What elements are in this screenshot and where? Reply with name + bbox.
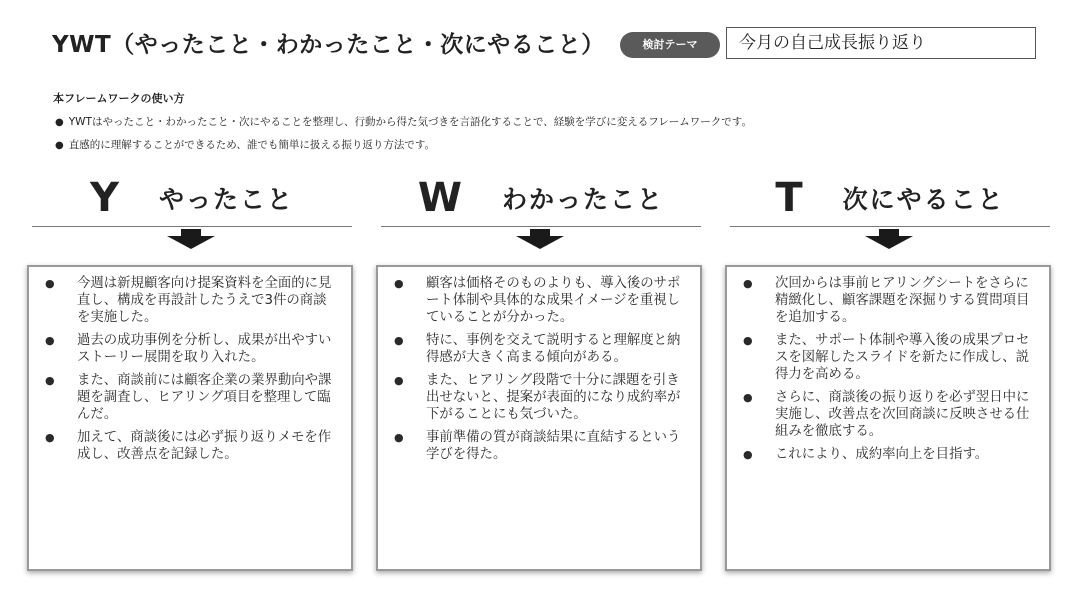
list-item: ● 特に、事例を交えて説明すると理解度と納得感が大きく高まる傾向がある。 (394, 332, 682, 366)
column-header-t (730, 172, 1050, 224)
arrow-down-icon (167, 229, 215, 249)
list-item: ● また、商談前には顧客企業の業界動向や課題を調査し、ヒアリング項目を整理して臨んだ。 (45, 372, 333, 423)
bullet-icon: ● (55, 117, 64, 128)
list-item: ● さらに、商談後の振り返りを必ず翌日中に実施し、改善点を次回商談に反映させる仕組みを徹底する。 (743, 389, 1031, 440)
arrow-down-icon (516, 229, 564, 249)
list-item: ● また、サポート体制や導入後の成果プロセスを図解したスライドを新たに作成し、説得力を高める。 (743, 332, 1031, 383)
column-box-t (725, 265, 1051, 571)
theme-label-badge: 検討テーマ (620, 32, 720, 58)
column-header-w (381, 172, 701, 224)
howto-item (55, 115, 752, 130)
column-divider (32, 226, 352, 227)
column-box-y (27, 265, 353, 571)
list-item: ● 今週は新規顧客向け提案資料を全面的に見直し、構成を再設計したうえで3件の商談を実施した。 (45, 275, 333, 326)
list-item: ● これにより、成約率向上を目指す。 (743, 446, 1031, 463)
column-header-y (32, 172, 352, 224)
howto-item-text: YWTはやったこと・わかったこと・次にやることを整理し、行動から得た気づきを言語化することで、経験を学びに変えるフレームワークです。 (68, 116, 752, 128)
column-title: やったこと (158, 185, 294, 214)
howto-item-text: 直感的に理解することができるため、誰でも簡単に扱える振り返り方法です。 (68, 139, 435, 151)
list-item: ● 顧客は価格そのものよりも、導入後のサポート体制や具体的な成果イメージを重視していることが分かった。 (394, 275, 682, 326)
column-divider (730, 226, 1050, 227)
column-letter: T (775, 175, 803, 221)
list-item: ● 加えて、商談後には必ず振り返りメモを作成し、改善点を記録した。 (45, 429, 333, 463)
list-item: ● 次回からは事前ヒアリングシートをさらに精緻化し、顧客課題を深掘りする質問項目を追加する。 (743, 275, 1031, 326)
list-item: ● また、ヒアリング段階で十分に課題を引き出せないと、提案が表面的になり成約率が下がることにも気づいた。 (394, 372, 682, 423)
list-item: ● 事前準備の質が商談結果に直結するという学びを得た。 (394, 429, 682, 463)
theme-value-field: 今月の自己成長振り返り (726, 27, 1036, 59)
column-title: わかったこと (502, 185, 665, 214)
column-title: 次にやること (842, 185, 1005, 214)
column-letter: W (417, 175, 463, 221)
bullet-icon: ● (55, 140, 64, 151)
howto-list (55, 115, 752, 161)
list-item: ● 過去の成功事例を分析し、成果が出やすいストーリー展開を取り入れた。 (45, 332, 333, 366)
arrow-down-icon (865, 229, 913, 249)
column-letter: Y (90, 175, 119, 221)
column-box-w (376, 265, 702, 571)
howto-heading: 本フレームワークの使い方 (53, 92, 185, 105)
column-divider (381, 226, 701, 227)
howto-item (55, 138, 752, 153)
page-title: YWT（やったこと・わかったこと・次にやること） (52, 32, 605, 58)
